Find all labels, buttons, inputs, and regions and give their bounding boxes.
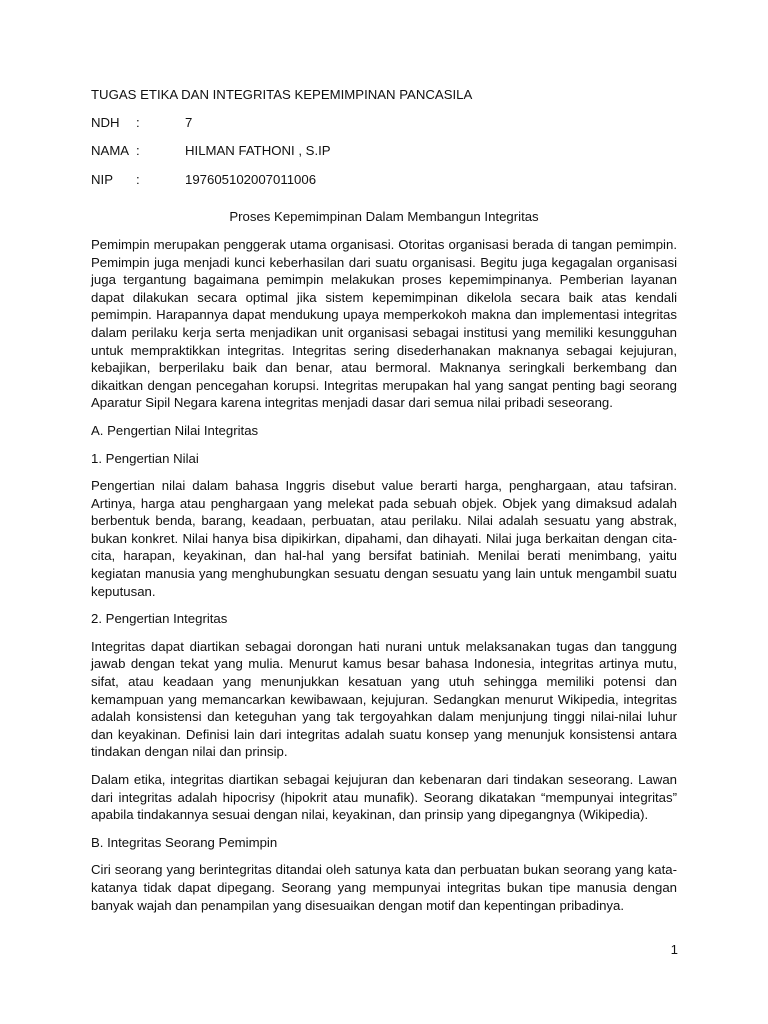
meta-value: HILMAN FATHONI , S.IP: [185, 143, 331, 159]
meta-label: NAMA: [91, 143, 130, 159]
heading-1: 1. Pengertian Nilai: [91, 450, 199, 466]
meta-row-nip: [91, 171, 677, 189]
paragraph-integritas: Integritas dapat diartikan sebagai dorongan hati nurani untuk melaksanakan tugas dan tanggung jawab dengan tekat yang mulia. Menurut kamus besar bahasa Indonesia, integritas artinya mutu, sifat, atau keadaan yang menunjukkan kesatuan yang utuh sehingga memiliki potensi dan kemampuan yang memancarkan kewibawaan, kejujuran. Sedangkan menurut Wikipedia, integritas adalah konsistensi dan keteguhan yang tak tergoyahkan dalam menjunjung tinggi nilai-nilai luhur dan keyakinan. Definisi lain dari integritas adalah suatu konsep yang menunjuk konsistensi antara tindakan dengan nilai dan prinsip.: [91, 638, 677, 760]
document-title: TUGAS ETIKA DAN INTEGRITAS KEPEMIMPINAN PANCASILA: [91, 87, 473, 102]
meta-colon: :: [136, 171, 140, 187]
page-number: 1: [670, 942, 678, 957]
paragraph-ciri: Ciri seorang yang berintegritas ditandai oleh satunya kata dan perbuatan bukan seorang yang kata-katanya tidak dapat dipegang. Seorang yang mempunyai integritas bukan tipe manusia dengan banyak wajah dan penampilan yang disesuaikan dengan motif dan kepentingan pribadinya.: [91, 862, 677, 913]
paragraph-etika: Dalam etika, integritas diartikan sebagai kejujuran dan kebenaran dari tindakan seseorang. Lawan dari integritas adalah hipocrisy (hipokrit atau munafik). Seorang dikatakan “mempunyai integritas” apabila tindakannya sesuai dengan nilai, keyakinan, dan prinsip yang dipegangnya (Wikipedia).: [91, 772, 677, 823]
meta-label: NDH: [91, 114, 120, 130]
meta-value: 197605102007011006: [185, 171, 317, 187]
heading-2: 2. Pengertian Integritas: [91, 611, 228, 627]
meta-row-nama: [91, 142, 677, 160]
meta-colon: :: [136, 114, 140, 130]
document-content: [91, 86, 677, 924]
section-title: Proses Kepemimpinan Dalam Membangun Integritas: [229, 209, 539, 225]
meta-row-ndh: [91, 114, 677, 132]
meta-label: NIP: [91, 171, 113, 187]
paragraph-nilai: Pengertian nilai dalam bahasa Inggris disebut value berarti harga, penghargaan, atau tafsiran. Artinya, harga atau penghargaan yang melekat pada sebuah objek. Objek yang dimaksud adalah berbentuk benda, barang, keadaan, perbuatan, atau perilaku. Nilai adalah sesuatu yang abstrak, bukan konkret. Nilai hanya bisa dipikirkan, dipahami, dan dihayati. Nilai juga berkaitan dengan cita-cita, harapan, keyakinan, dan hal-hal yang bersifat batiniah. Menilai berati menimbang, yaitu kegiatan manusia yang menghubungkan sesuatu dengan sesuatu yang lain untuk mengambil suatu keputusan.: [91, 478, 677, 599]
heading-a: A. Pengertian Nilai Integritas: [91, 422, 259, 438]
heading-b: B. Integritas Seorang Pemimpin: [91, 834, 278, 850]
meta-value: 7: [185, 114, 193, 130]
intro-paragraph: Pemimpin merupakan penggerak utama organisasi. Otoritas organisasi berada di tangan pemimpin. Pemimpin juga menjadi kunci keberhasilan dari suatu organisasi. Begitu juga kegagalan organisasi juga tergantung bagaimana pemimpin melakukan proses kepemimpinanya. Pemberian layanan dapat dilakukan secara optimal jika sistem kepemimpinan dikelola secara baik atas kendali pemimpin. Harapannya dapat mendukung upaya memperkokoh makna dan implementasi integritas dalam perilaku kerja serta menjadikan unit organisasi sebagai institusi yang memiliki kesungguhan untuk mempraktikkan integritas. Integritas sering disederhanakan maknanya sebagai kejujuran, kebajikan, berperilaku baik dan benar, atau bermoral. Maknanya seringkali berkembang dan dikaitkan dengan pencegahan korupsi. Integritas merupakan hal yang sangat penting bagi seorang Aparatur Sipil Negara karena integritas menjadi dasar dari semua nilai pribadi seseorang.: [91, 236, 677, 411]
meta-colon: :: [136, 143, 140, 159]
